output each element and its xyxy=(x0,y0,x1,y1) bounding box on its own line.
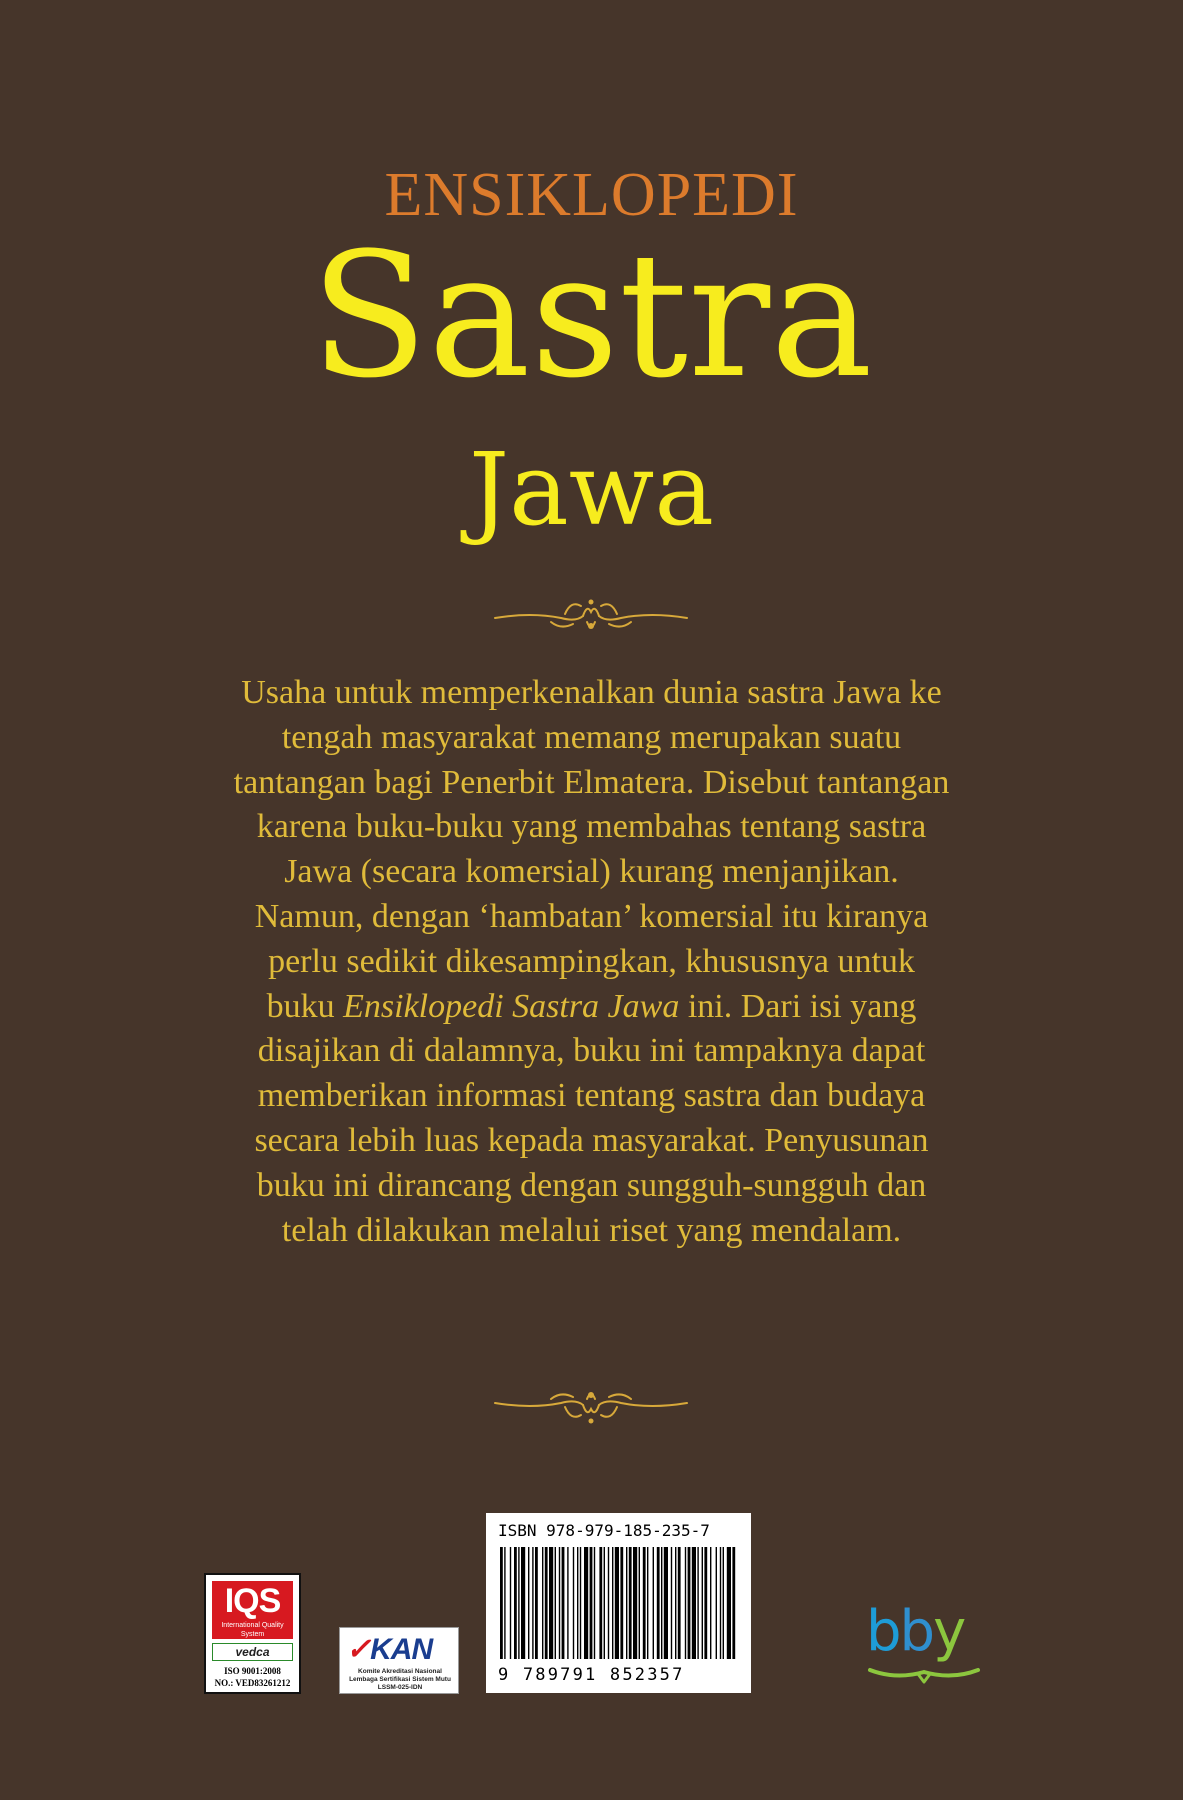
blurb-text xyxy=(230,671,953,1253)
barcode-bar xyxy=(697,1547,698,1659)
iso-standard: ISO 9001:2008 xyxy=(224,1666,281,1676)
barcode-bar xyxy=(643,1547,646,1659)
barcode-bar xyxy=(732,1547,735,1659)
kan-line-3: LSSM-025-IDN xyxy=(377,1684,423,1691)
barcode-bar xyxy=(685,1547,686,1659)
checkmark-icon: ✓ xyxy=(346,1633,371,1666)
barcode-bar xyxy=(727,1547,731,1659)
barcode-bar xyxy=(608,1547,609,1659)
barcode-digits: 9 789791 852357 xyxy=(498,1665,685,1685)
barcode-bar xyxy=(521,1547,525,1659)
barcode-bar xyxy=(675,1547,676,1659)
publisher-logo-text xyxy=(866,1599,965,1664)
blurb-book-title: Ensiklopedi Sastra Jawa xyxy=(343,987,680,1025)
blurb-part-1: Usaha untuk memperkenalkan dunia sastra Jawa ke tengah masyarakat memang merupakan suatu tantangan bagi Penerbit Elmatera. Disebut tantangan karena buku-buku yang membahas tentang sastra Jawa (secara komersial) kurang menjanjikan. Namun, dengan ‘hambatan’ komersial itu kiranya perlu sedikit dikesampingkan, khususnya untuk buku xyxy=(233,674,950,1025)
open-book-icon xyxy=(866,1664,986,1688)
kan-line-2: Lembaga Sertifikasi Sistem Mutu xyxy=(349,1676,451,1683)
barcode-bar xyxy=(559,1547,560,1659)
barcode-bar xyxy=(671,1547,672,1659)
barcode-bar xyxy=(626,1547,627,1659)
isbn-label: ISBN 978-979-185-235-7 xyxy=(498,1521,710,1540)
barcode-bar xyxy=(664,1547,668,1659)
barcode-bar xyxy=(580,1547,581,1659)
barcode-bar xyxy=(633,1547,637,1659)
barcode-bar xyxy=(657,1547,660,1659)
barcode-icon xyxy=(498,1547,739,1663)
barcode-bar xyxy=(620,1547,623,1659)
certificate-number: NO.: VED83261212 xyxy=(214,1678,291,1688)
barcode-bar xyxy=(704,1547,707,1659)
barcode-bar xyxy=(716,1547,717,1659)
cover-title-sastra: Sastra xyxy=(310,215,873,416)
barcode-bar xyxy=(528,1547,529,1659)
barcode-bar xyxy=(518,1547,519,1659)
barcode-bar xyxy=(584,1547,588,1659)
barcode-bar xyxy=(678,1547,681,1659)
barcode-bar xyxy=(653,1547,654,1659)
kan-line-1: Komite Akreditasi Nasional xyxy=(358,1668,442,1675)
barcode-bar xyxy=(532,1547,533,1659)
barcode-bar xyxy=(594,1547,595,1659)
barcode-bar xyxy=(567,1547,568,1659)
barcode-bar xyxy=(545,1547,548,1659)
barcode-bar xyxy=(549,1547,553,1659)
barcode-bar xyxy=(629,1547,632,1659)
barcode-bar xyxy=(720,1547,721,1659)
vedca-logo: vedca xyxy=(212,1643,293,1661)
barcode-bar xyxy=(590,1547,593,1659)
barcode-bar xyxy=(573,1547,574,1659)
barcode-bar xyxy=(723,1547,724,1659)
barcode-bar xyxy=(661,1547,662,1659)
cover-title-jawa: Jawa xyxy=(469,431,714,548)
iqs-caption: International Quality System xyxy=(221,1622,284,1638)
logo-letter-b1: b xyxy=(866,1599,900,1664)
barcode-bar xyxy=(639,1547,640,1659)
barcode-bar xyxy=(514,1547,517,1659)
barcode-bar xyxy=(604,1547,605,1659)
barcode-bar xyxy=(562,1547,565,1659)
ornament-bottom-icon xyxy=(491,1385,691,1429)
barcode-bar xyxy=(577,1547,578,1659)
barcode-bar xyxy=(555,1547,556,1659)
logo-letter-b2: b xyxy=(899,1599,934,1664)
barcode-bar xyxy=(710,1547,711,1659)
barcode-bar xyxy=(615,1547,619,1659)
barcode-bar xyxy=(702,1547,703,1659)
barcode-bar xyxy=(535,1547,538,1659)
barcode-bar xyxy=(599,1547,602,1659)
barcode-bar xyxy=(647,1547,648,1659)
logo-letter-y: y xyxy=(933,1599,965,1664)
barcode-bar xyxy=(612,1547,613,1659)
kan-logo-text: KAN xyxy=(370,1633,433,1666)
barcode-bar xyxy=(500,1547,503,1659)
kan-logo xyxy=(346,1632,432,1667)
iqs-certification-badge xyxy=(204,1573,301,1694)
kan-accreditation-badge xyxy=(339,1627,459,1694)
iqs-logo xyxy=(212,1581,293,1639)
barcode-bar xyxy=(692,1547,696,1659)
isbn-barcode xyxy=(486,1513,751,1693)
blurb-part-2: ini. Dari isi yang disajikan di dalamnya, buku ini tampaknya dapat memberikan informasi tentang sastra dan budaya secara lebih luas kepada masyarakat. Penyusunan buku ini dirancang dengan sungguh-sungguh dan telah dilakukan melalui riset yang mendalam. xyxy=(254,987,929,1249)
ornament-top-icon xyxy=(491,592,691,636)
barcode-bar xyxy=(504,1547,505,1659)
publisher-logo xyxy=(866,1599,986,1694)
barcode-bar xyxy=(510,1547,511,1659)
cover-title-ensiklopedi: ENSIKLOPEDI xyxy=(384,161,799,229)
iqs-letters: IQS xyxy=(224,1582,281,1620)
barcode-bar xyxy=(688,1547,691,1659)
barcode-bar xyxy=(542,1547,543,1659)
